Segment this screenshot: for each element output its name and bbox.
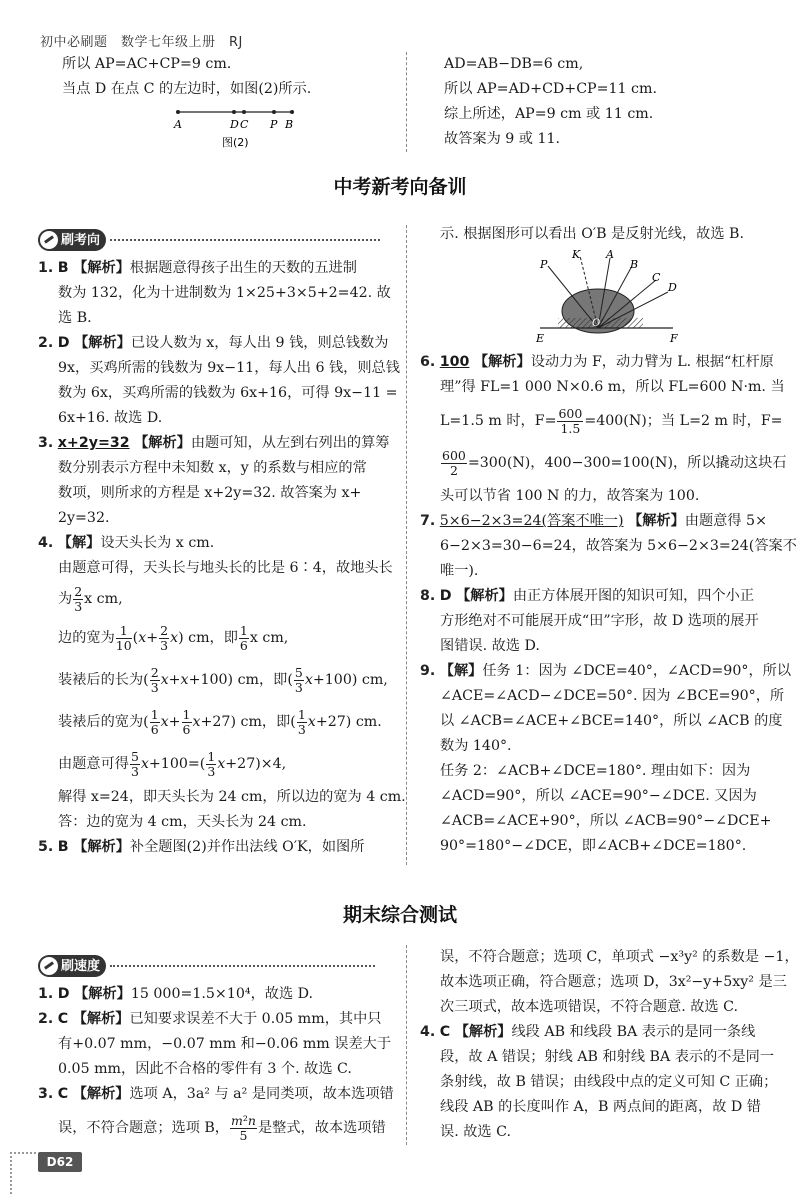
running-header: 初中必刷题 数学七年级上册 RJ <box>40 35 243 50</box>
text-line: 2y=32. <box>58 510 110 526</box>
text-line: 段，故 A 错误；射线 AB 和射线 BA 表示的不是同一 <box>440 1049 775 1065</box>
column-divider <box>406 52 407 152</box>
text-line: 次三项式，故本选项错误，不符合题意. 故选 C. <box>440 999 738 1015</box>
svg-text:A: A <box>606 248 614 261</box>
text-line: 数为 140°. <box>440 738 512 754</box>
text-line: 边的宽为 $\frac{1}{10}$ (x+ $\frac{2}{3}$ x) cm，即 $\frac{1}{6}$ x cm, <box>58 622 289 653</box>
text-line: ∠ACB=∠ACE+90°，所以 ∠ACB=90°−∠DCE+ <box>440 813 772 829</box>
text-line: 故答案为 9 或 11. <box>444 131 561 147</box>
text-line: 方形绝对不可能展开成“田”字形，故 D 选项的展开 <box>440 613 759 629</box>
text-line: 0.05 mm，因此不合格的零件有 3 个. 故选 C. <box>58 1061 352 1077</box>
question-1: 1. B 【解析】根据题意得孩子出生的天数的五进制 <box>38 260 357 276</box>
s1-right-column-2 <box>420 350 797 859</box>
s2-left-column <box>38 982 400 1149</box>
page-number: D62 <box>38 1152 82 1172</box>
question-3: 3. x+2y=32 【解析】由题可知，从左到右列出的算筹 <box>38 435 390 451</box>
svg-text:O: O <box>592 318 601 329</box>
text-line: L=1.5 m 时，F= $\frac{600}{1.5}$ =400(N)；当 L=2 m 时，F= <box>440 405 783 436</box>
svg-text:F: F <box>670 332 678 345</box>
text-line: 任务 2：∠ACB+∠DCE=180°. 理由如下：因为 <box>440 763 751 779</box>
text-line: 有+0.07 mm，−0.07 mm 和−0.06 mm 误差大于 <box>58 1036 392 1052</box>
text-line: 9x，买鸡所需的钱数为 9x−11，每人出 6 钱，则总钱 <box>58 360 400 376</box>
text-line: 6x+16. 故选 D. <box>58 410 163 426</box>
s1-left-column <box>38 256 406 860</box>
text-line: ∠ACD=90°，所以 ∠ACE=90°−∠DCE. 又因为 <box>440 788 757 804</box>
pen-icon <box>40 957 58 975</box>
badge-label: 刷速度 <box>61 958 101 974</box>
text-line: 唯一). <box>440 563 479 579</box>
reflection-diagram <box>528 246 698 346</box>
svg-text:C: C <box>652 271 661 284</box>
text-line: 数为 6x，买鸡所需的钱数为 6x+16，可得 9x−11 = <box>58 385 398 401</box>
svg-text:D: D <box>668 281 677 294</box>
text-line: 头可以节省 100 N 的力，故答案为 100. <box>440 488 700 504</box>
text-line: 数分别表示方程中未知数 x，y 的系数与相应的常 <box>58 460 367 476</box>
text-line: 以 ∠ACB=∠ACE+∠BCE=140°，所以 ∠ACB 的度 <box>440 713 783 729</box>
figure-2-segment <box>170 104 300 150</box>
text-line: 6−2×3=30−6=24，故答案为 5×6−2×3=24(答案不 <box>440 538 797 554</box>
text-line: 图错误. 故选 D. <box>440 638 540 654</box>
question-7: 7. 5×6−2×3=24(答案不唯一) 【解析】由题意得 5× <box>420 513 767 529</box>
s2-right-column <box>420 945 799 1145</box>
text-line: AD=AB−DB=6 cm, <box>444 56 584 72</box>
text-line: 误，不符合题意；选项 B， $\frac{\text{m²n}}{5}$ 是整式，故本选项错 <box>58 1112 386 1143</box>
fig-label: B <box>285 118 294 131</box>
question-4: 4. 【解】设天头长为 x cm. <box>38 535 215 551</box>
fig-label: A <box>174 118 182 131</box>
pen-icon <box>40 231 58 249</box>
text-line: 由题意可得，天头长与地头长的比是 6∶4，故地头长 <box>58 560 393 576</box>
text-line: 数为 132，化为十进制数为 1×25+3×5+2=42. 故 <box>58 285 391 301</box>
fig-label: C <box>240 118 249 131</box>
text-line: 综上所述，AP=9 cm 或 11 cm. <box>444 106 654 122</box>
text-line: 由题意可得 $\frac{5}{3}$ x+100=( $\frac{1}{3}$ x+27)×4, <box>58 748 287 779</box>
text-line: 条射线，故 B 错误；由线段中点的定义可知 C 正确； <box>440 1074 778 1090</box>
text-line: 选 B. <box>58 310 92 326</box>
section-title: 期末综合测试 <box>342 904 457 926</box>
svg-text:K: K <box>572 248 581 261</box>
figure-caption: 图(2) <box>222 136 249 149</box>
section-title: 中考新考向备训 <box>333 176 467 198</box>
badge-label: 刷考向 <box>61 232 101 248</box>
text-line: 90°=180°−∠DCE，即∠ACB+∠DCE=180°. <box>440 838 747 854</box>
svg-text:E: E <box>536 332 545 345</box>
column-divider <box>406 225 407 865</box>
text-line: 理”得 FL=1 000 N×0.6 m，所以 FL=600 N·m. 当 <box>440 379 785 395</box>
text-line: 数项，则所求的方程是 x+2y=32. 故答案为 x+ <box>58 485 362 501</box>
text-line: 误，不符合题意；选项 C，单项式 −x³y² 的系数是 −1， <box>440 949 799 965</box>
text-line: 装裱后的宽为( $\frac{1}{6}$ x+ $\frac{1}{6}$ x+27) cm，即( $\frac{1}{3}$ x+27) cm. <box>58 706 382 737</box>
s1-right-column <box>420 222 780 247</box>
column-divider <box>406 945 407 1145</box>
question-4: 4. C 【解析】线段 AB 和线段 BA 表示的是同一条线 <box>420 1024 756 1040</box>
text-line: 误. 故选 C. <box>440 1124 511 1140</box>
question-3: 3. C 【解析】选项 A，3a² 与 a² 是同类项，故本选项错 <box>38 1086 394 1102</box>
text-line: 所以 AP=AC+CP=9 cm. <box>62 56 232 72</box>
question-8: 8. D 【解析】由正方体展开图的知识可知，四个小正 <box>420 588 755 604</box>
top-left-column <box>62 52 402 102</box>
question-6: 6. 100 【解析】设动力为 F，动力臂为 L. 根据“杠杆原 <box>420 354 774 370</box>
text-line: 解得 x=24，即天头长为 24 cm，所以边的宽为 4 cm. <box>58 789 406 805</box>
question-1: 1. D 【解析】15 000=1.5×10⁴，故选 D. <box>38 986 314 1002</box>
svg-text:P: P <box>540 258 548 271</box>
question-9: 9. 【解】任务 1：因为 ∠DCE=40°，∠ACD=90°，所以 <box>420 663 792 679</box>
text-line: 装裱后的长为( $\frac{2}{3}$ x+x+100) cm，即( $\frac{5}{3}$ x+100) cm, <box>58 664 388 695</box>
section-badge <box>38 229 380 251</box>
fig-label: D <box>230 118 239 131</box>
question-2: 2. D 【解析】已设人数为 x，每人出 9 钱，则总钱数为 <box>38 335 389 351</box>
section-badge <box>38 955 375 977</box>
text-line: 线段 AB 的长度叫作 A，B 两点间的距离，故 D 错 <box>440 1099 761 1115</box>
text-line: $\frac{600}{2}$ =300(N)，400−300=100(N)，所以撬动这块石 <box>442 447 787 478</box>
question-2: 2. C 【解析】已知要求误差不大于 0.05 mm，其中只 <box>38 1011 382 1027</box>
top-right-column <box>444 52 774 152</box>
question-5: 5. B 【解析】补全题图(2)并作出法线 O′K，如图所 <box>38 839 365 855</box>
text-line: 所以 AP=AD+CD+CP=11 cm. <box>444 81 657 97</box>
text-line: 当点 D 在点 C 的左边时，如图(2)所示. <box>62 81 312 97</box>
page-corner-decoration <box>10 1152 36 1194</box>
text-line: 示. 根据图形可以看出 O′B 是反射光线，故选 B. <box>440 226 744 242</box>
text-line: 答：边的宽为 4 cm，天头长为 24 cm. <box>58 814 307 830</box>
text-line: 为 $\frac{2}{3}$ x cm, <box>58 583 123 614</box>
fig-label: P <box>270 118 278 131</box>
text-line: ∠ACE=∠ACD−∠DCE=50°. 因为 ∠BCE=90°，所 <box>440 688 785 704</box>
text-line: 故本选项正确，符合题意；选项 D，3x²−y+5xy² 是三 <box>440 974 787 990</box>
svg-text:B: B <box>630 258 639 271</box>
